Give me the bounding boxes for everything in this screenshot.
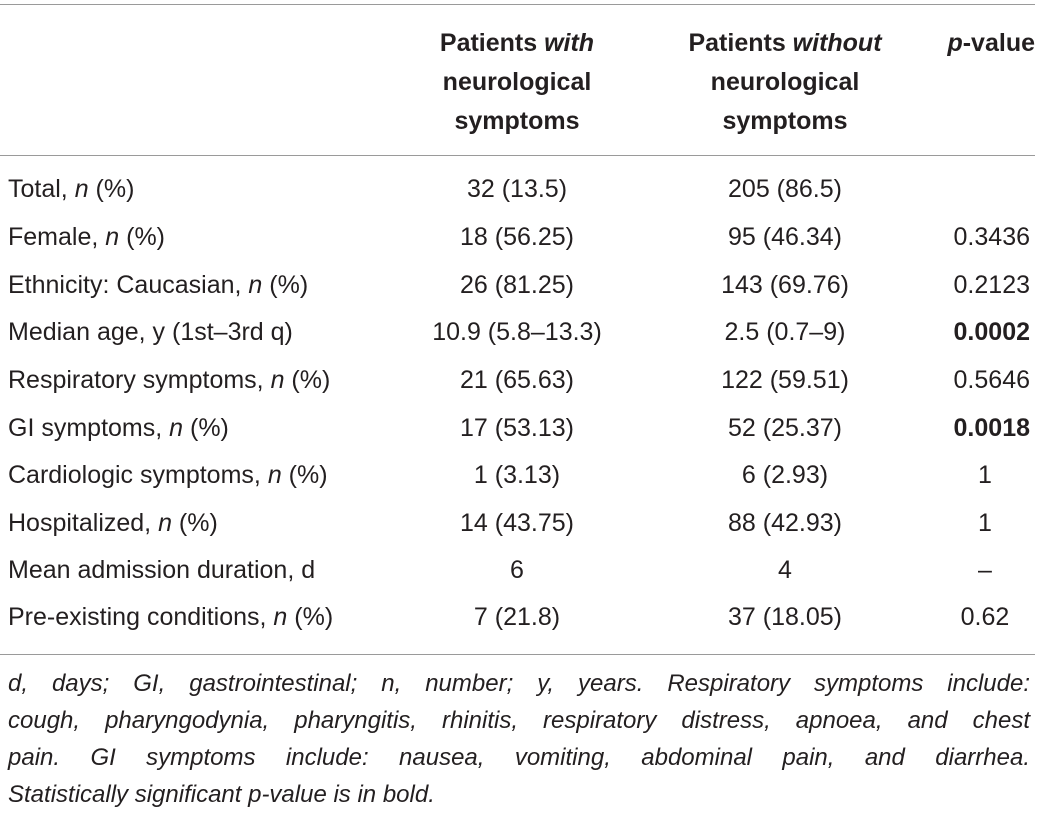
cell-with: 10.9 (5.8–13.3) [432, 318, 602, 346]
cell-without: 95 (46.34) [728, 223, 842, 251]
row-label: Pre-existing conditions, n (%) [8, 603, 334, 631]
cell-without: 88 (42.93) [728, 509, 842, 537]
header-without-line1: Patients without [688, 29, 882, 57]
cell-with: 7 (21.8) [473, 603, 561, 631]
table-row [0, 500, 1041, 547]
header-with-line1: Patients with [439, 29, 595, 57]
cell-with: 26 (81.25) [460, 271, 574, 299]
row-label: GI symptoms, n (%) [8, 414, 229, 442]
cell-with: 14 (43.75) [460, 509, 574, 537]
row-label: Hospitalized, n (%) [8, 509, 218, 537]
cell-with: 6 [510, 556, 524, 584]
cell-p-value: 0.2123 [953, 271, 1030, 299]
footnote-line: Statistically significant p-value is in bold. [8, 781, 435, 808]
cell-p-value: 1 [978, 509, 992, 537]
table-row [0, 357, 1041, 404]
header-without-neuro [660, 24, 910, 141]
cell-without: 4 [778, 556, 792, 584]
cell-with: 17 (53.13) [460, 414, 574, 442]
header-with-line3: symptoms [454, 107, 580, 135]
row-label: Median age, y (1st–3rd q) [8, 318, 293, 346]
row-label: Total, n (%) [8, 175, 135, 203]
table-row [0, 309, 1041, 356]
cell-without: 6 (2.93) [741, 461, 829, 489]
cell-without: 205 (86.5) [728, 175, 842, 203]
row-label: Cardiologic symptoms, n (%) [8, 461, 328, 489]
row-label: Respiratory symptoms, n (%) [8, 366, 331, 394]
table-row [0, 452, 1041, 499]
cell-p-value-significant: 0.0018 [953, 414, 1030, 442]
header-without-line2: neurological [710, 68, 860, 96]
cell-without: 52 (25.37) [728, 414, 842, 442]
footnote-line: cough, pharyngodynia, pharyngitis, rhinitis, respiratory distress, apnoea, and chest [8, 707, 1030, 734]
table-row [0, 262, 1041, 309]
header-with-line2: neurological [442, 68, 592, 96]
cell-p-value: 0.5646 [953, 366, 1030, 394]
cell-p-value: 1 [978, 461, 992, 489]
table-row [0, 405, 1041, 452]
cell-with: 32 (13.5) [466, 175, 568, 203]
header-with-neuro [400, 24, 634, 141]
cell-without: 2.5 (0.7–9) [724, 318, 846, 346]
cell-with: 21 (65.63) [460, 366, 574, 394]
row-label: Female, n (%) [8, 223, 165, 251]
cell-without: 37 (18.05) [728, 603, 842, 631]
cell-p-value: 0.62 [960, 603, 1010, 631]
header-p-value: p-value [947, 29, 1035, 57]
footnote-line: d, days; GI, gastrointestinal; n, number; y, years. Respiratory symptoms include: [8, 670, 1030, 697]
table-top-rule [0, 4, 1035, 5]
row-label: Mean admission duration, d [8, 556, 316, 584]
cell-without: 122 (59.51) [721, 366, 849, 394]
table-header-rule [0, 155, 1035, 156]
table-bottom-rule [0, 654, 1035, 655]
row-label: Ethnicity: Caucasian, n (%) [8, 271, 309, 299]
cell-with: 1 (3.13) [473, 461, 561, 489]
cell-p-value-significant: 0.0002 [953, 318, 1030, 346]
cell-p-value: 0.3436 [953, 223, 1030, 251]
table-row [0, 166, 1041, 213]
table-footnote [8, 665, 1030, 813]
cell-without: 143 (69.76) [721, 271, 849, 299]
header-without-line3: symptoms [722, 107, 848, 135]
table-row [0, 214, 1041, 261]
table-row [0, 547, 1041, 594]
footnote-line: pain. GI symptoms include: nausea, vomiting, abdominal pain, and diarrhea. [8, 744, 1030, 771]
cell-p-value: – [978, 556, 992, 584]
table-row [0, 594, 1041, 641]
cell-with: 18 (56.25) [460, 223, 574, 251]
